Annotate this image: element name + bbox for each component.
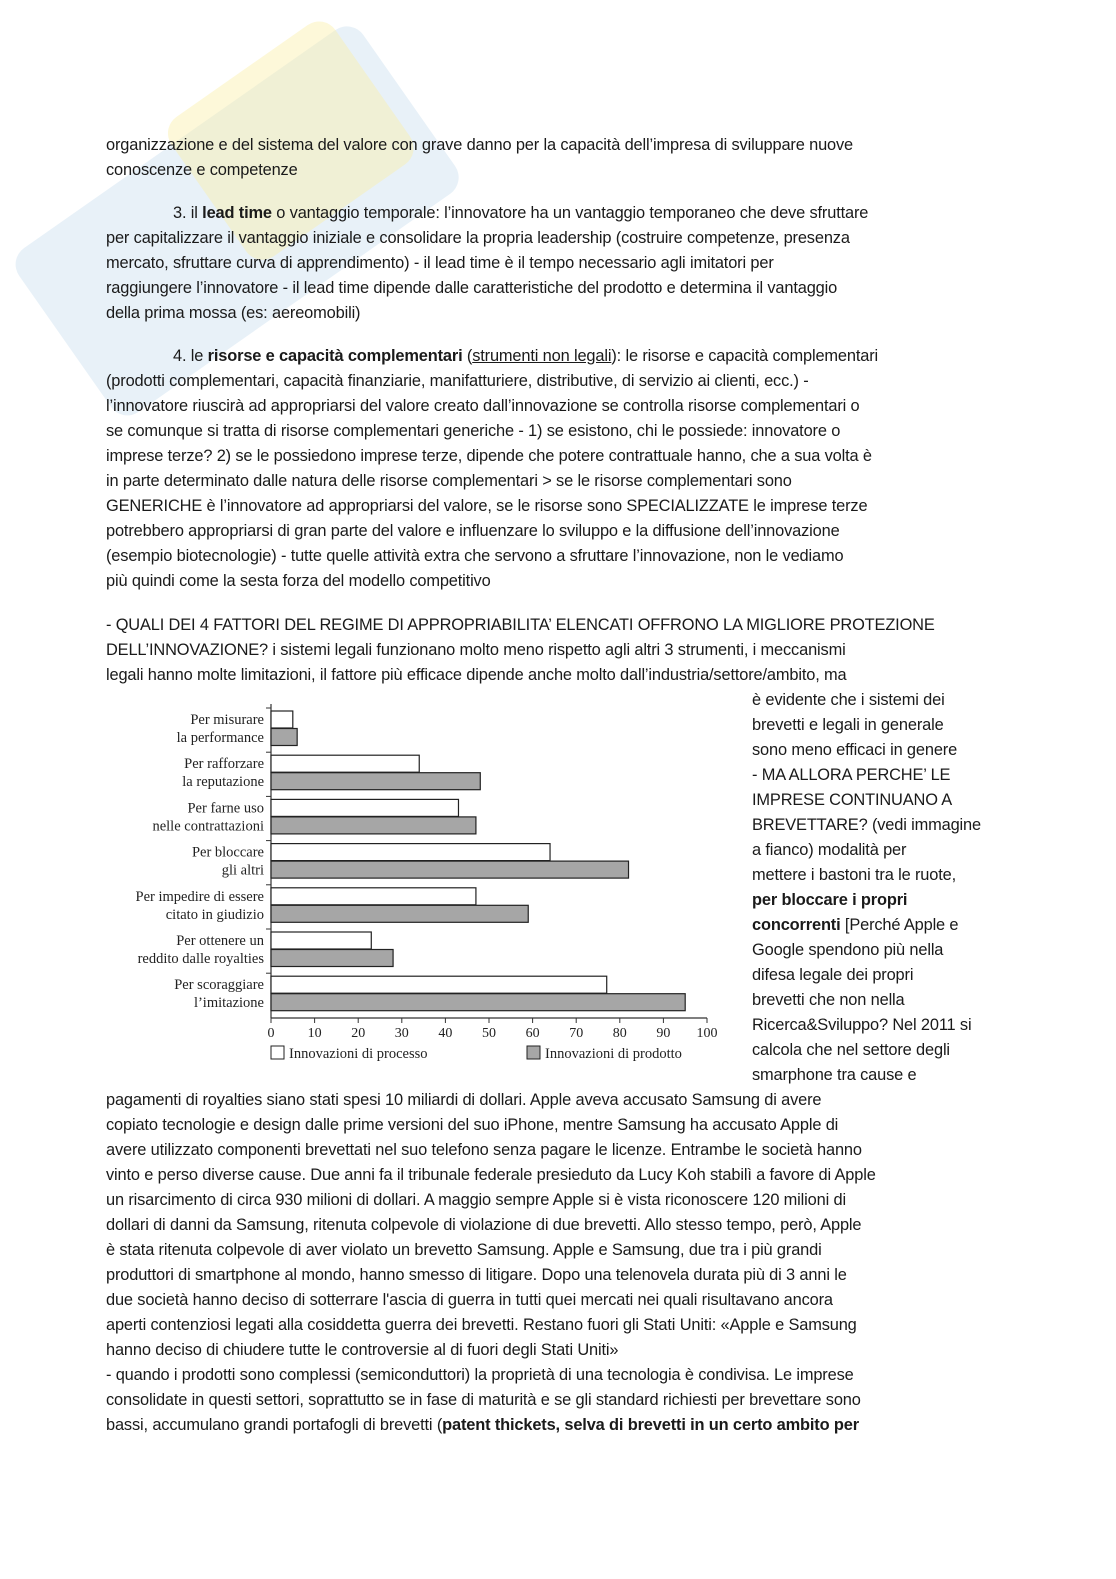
text-line: vinto e perso diverse cause. Due anni fa il tribunale federale presieduto da Lucy Koh stabilì a favore di Apple xyxy=(106,1166,876,1184)
x-tick-label: 10 xyxy=(307,1026,322,1041)
paragraph-organizzazione xyxy=(106,133,853,183)
category-label: la reputazione xyxy=(182,774,264,791)
category-label: reddito dalle royalties xyxy=(137,951,264,967)
paragraph-quali-fattori xyxy=(106,613,935,688)
text-line: legali hanno molte limitazioni, il fattore più efficace dipende anche molto dall’industria/settore/ambito, ma xyxy=(106,666,847,684)
bold-text: risorse e capacità complementari xyxy=(207,347,463,365)
text-line xyxy=(752,888,981,913)
bold-text: patent thickets, selva di brevetti in un certo ambito per xyxy=(442,1416,859,1434)
paragraph-apple-samsung xyxy=(106,1088,876,1438)
text-line: avere utilizzato componenti brevettati nel suo telefono senza pagare le licenze. Entrambe le società hanno xyxy=(106,1141,862,1159)
text-line: consolidate in questi settori, soprattutto se in fase di maturità e se gli standard richiesti per brevettare sono xyxy=(106,1391,861,1409)
bar-processo xyxy=(271,755,419,772)
bar-prodotto xyxy=(271,817,476,834)
bold-text: lead time xyxy=(202,204,272,222)
legend-swatch xyxy=(271,1046,284,1059)
text-span: 4. le xyxy=(173,347,208,365)
x-tick-label: 20 xyxy=(351,1026,366,1041)
text-line xyxy=(106,201,868,226)
x-tick-label: 0 xyxy=(267,1026,275,1041)
category-label: Per ottenere un xyxy=(176,933,264,949)
text-line: BREVETTARE? (vedi immagine xyxy=(752,816,981,834)
text-line: smarphone tra cause e xyxy=(752,1066,917,1084)
text-line: dollari di danni da Samsung, ritenuta colpevole di violazione di due brevetti. Allo stesso tempo, però, Apple xyxy=(106,1216,862,1234)
bar-prodotto xyxy=(271,905,528,922)
bold-text: concorrenti xyxy=(752,916,841,934)
bar-prodotto xyxy=(271,994,685,1011)
paragraph-risorse-complementari xyxy=(106,344,878,594)
text-line: Google spendono più nella xyxy=(752,941,944,959)
text-line: GENERICHE è l’innovatore ad appropriarsi del valore, se le risorse sono SPECIALIZZATE le imprese terze xyxy=(106,497,868,515)
category-label: la performance xyxy=(176,730,264,746)
category-label: l’imitazione xyxy=(193,995,264,1012)
category-label: citato in giudizio xyxy=(165,906,264,923)
bar-processo xyxy=(271,711,293,728)
text-line: (esempio biotecnologie) - tutte quelle attività extra che servono a sfruttare l’innovazione, non le vediamo xyxy=(106,547,844,565)
text-line: due società hanno deciso di sotterrare l'ascia di guerra in tutti quei mercati nei quali risultavano ancora xyxy=(106,1291,833,1309)
text-line: pagamenti di royalties siano stati spesi 10 miliardi di dollari. Apple aveva accusato Samsung di avere xyxy=(106,1091,822,1109)
bold-text: per bloccare i propri xyxy=(752,891,908,909)
text-line: difesa legale dei propri xyxy=(752,966,914,984)
underlined-text: strumenti non legali xyxy=(472,347,612,365)
text-line: a fianco) modalità per xyxy=(752,841,907,859)
text-line: se comunque si tratta di risorse complementari generiche - 1) se esistono, chi le possiede: innovatore o xyxy=(106,422,841,440)
bar-processo xyxy=(271,799,458,816)
paragraph-lead-time xyxy=(106,201,868,326)
text-line: hanno deciso di chiudere tutte le controversie al di fuori degli Stati Uniti» xyxy=(106,1341,619,1359)
text-line: mettere i bastoni tra le ruote, xyxy=(752,866,956,884)
bar-prodotto xyxy=(271,861,629,878)
text-line xyxy=(752,913,981,938)
category-label: Per bloccare xyxy=(191,844,264,861)
text-line: più quindi come la sesta forza del modello competitivo xyxy=(106,572,491,590)
text-line: un risarcimento di circa 930 milioni di dollari. A maggio sempre Apple si è vista riconoscere 120 milioni di xyxy=(106,1191,846,1209)
legend-label: Innovazioni di prodotto xyxy=(545,1046,682,1062)
text-line: è evidente che i sistemi dei xyxy=(752,691,945,709)
text-span: [Perché Apple e xyxy=(840,916,959,934)
text-span: bassi, accumulano grandi portafogli di brevetti ( xyxy=(106,1416,443,1434)
x-tick-label: 100 xyxy=(696,1026,718,1041)
category-label: Per impedire di essere xyxy=(135,888,264,905)
x-tick-label: 70 xyxy=(569,1026,584,1041)
patent-motives-bar-chart xyxy=(106,700,726,1070)
bar-prodotto xyxy=(271,729,297,746)
text-line: Ricerca&Sviluppo? Nel 2011 si xyxy=(752,1016,972,1034)
text-line: sono meno efficaci in genere xyxy=(752,741,958,759)
x-tick-label: 90 xyxy=(656,1026,671,1041)
text-line: organizzazione e del sistema del valore con grave danno per la capacità dell’impresa di sviluppare nuove xyxy=(106,136,854,154)
text-line: per capitalizzare il vantaggio iniziale e consolidare la propria leadership (costruire competenze, presenza xyxy=(106,229,850,247)
side-column-text xyxy=(752,688,981,1088)
legend-label: Innovazioni di processo xyxy=(289,1046,428,1062)
bar-prodotto xyxy=(271,773,480,790)
text-line: - quando i prodotti sono complessi (semiconduttori) la proprietà di una tecnologia è condivisa. Le imprese xyxy=(106,1366,854,1384)
text-line: l’innovatore riuscirà ad appropriarsi del valore creato dall’innovazione se controlla risorse complementari o xyxy=(106,397,860,415)
bar-prodotto xyxy=(271,950,393,967)
legend-swatch xyxy=(527,1046,540,1059)
text-line: in parte determinato dalle natura delle risorse complementari > se le risorse complementari sono xyxy=(106,472,792,490)
text-line: mercato, sfruttare curva di apprendimento) - il lead time è il tempo necessario agli imitatori per xyxy=(106,254,774,272)
text-line: (prodotti complementari, capacità finanziarie, manifatturiere, distributive, di servizio ai clienti, ecc.) - xyxy=(106,372,809,390)
text-line: conoscenze e competenze xyxy=(106,161,298,179)
text-span: ( xyxy=(462,347,473,365)
text-line: IMPRESE CONTINUANO A xyxy=(752,791,953,809)
x-tick-label: 80 xyxy=(612,1026,627,1041)
text-line: raggiungere l’innovatore - il lead time dipende dalle caratteristiche del prodotto e determina il vantaggio xyxy=(106,279,838,297)
x-tick-label: 50 xyxy=(482,1026,496,1041)
text-line xyxy=(106,344,878,369)
category-label: nelle contrattazioni xyxy=(152,818,264,835)
bar-processo xyxy=(271,932,371,949)
category-label: Per scoraggiare xyxy=(174,977,264,994)
text-line: copiato tecnologie e design dalle prime versioni del suo iPhone, mentre Samsung ha accusato Apple di xyxy=(106,1116,839,1134)
x-tick-label: 30 xyxy=(394,1026,409,1041)
category-label: Per rafforzare xyxy=(184,756,264,773)
category-label: Per misurare xyxy=(190,712,264,728)
text-line: brevetti che non nella xyxy=(752,991,905,1009)
text-span: ): le risorse e capacità complementari xyxy=(611,347,879,365)
text-line: produttori di smartphone al mondo, hanno smesso di litigare. Dopo una telenovela durata più di 3 anni le xyxy=(106,1266,847,1284)
text-line: della prima mossa (es: aereomobili) xyxy=(106,304,361,322)
bar-processo xyxy=(271,888,476,905)
category-label: gli altri xyxy=(221,862,264,879)
text-line: potrebbero appropriarsi di gran parte del valore e influenzare lo sviluppo e la diffusione dell’innovazione xyxy=(106,522,840,540)
text-line: è stata ritenuta colpevole di aver violato un brevetto Samsung. Apple e Samsung, due tra i più grandi xyxy=(106,1241,822,1259)
x-tick-label: 60 xyxy=(525,1026,540,1041)
category-label: Per farne uso xyxy=(187,800,264,817)
bar-processo xyxy=(271,976,607,993)
text-span: o vantaggio temporale: l’innovatore ha un vantaggio temporaneo che deve sfruttare xyxy=(271,204,869,222)
text-line: - QUALI DEI 4 FATTORI DEL REGIME DI APPROPRIABILITA’ ELENCATI OFFRONO LA MIGLIORE PROTEZIONE xyxy=(106,616,935,634)
text-line: brevetti e legali in generale xyxy=(752,716,944,734)
text-line: imprese terze? 2) se le possiedono imprese terze, dipende che potere contrattuale hanno, che a sua volta è xyxy=(106,447,872,465)
text-line: calcola che nel settore degli xyxy=(752,1041,950,1059)
bar-processo xyxy=(271,844,550,861)
x-tick-label: 40 xyxy=(438,1026,453,1041)
text-line: DELL’INNOVAZIONE? i sistemi legali funzionano molto meno rispetto agli altri 3 strumenti, i meccanismi xyxy=(106,641,846,659)
text-line xyxy=(106,1413,876,1438)
text-line: - MA ALLORA PERCHE’ LE xyxy=(752,766,951,784)
text-line: aperti contenziosi legati alla cosiddetta guerra dei brevetti. Restano fuori gli Stati Uniti: «Apple e Samsung xyxy=(106,1316,857,1334)
text-span: 3. il xyxy=(173,204,203,222)
